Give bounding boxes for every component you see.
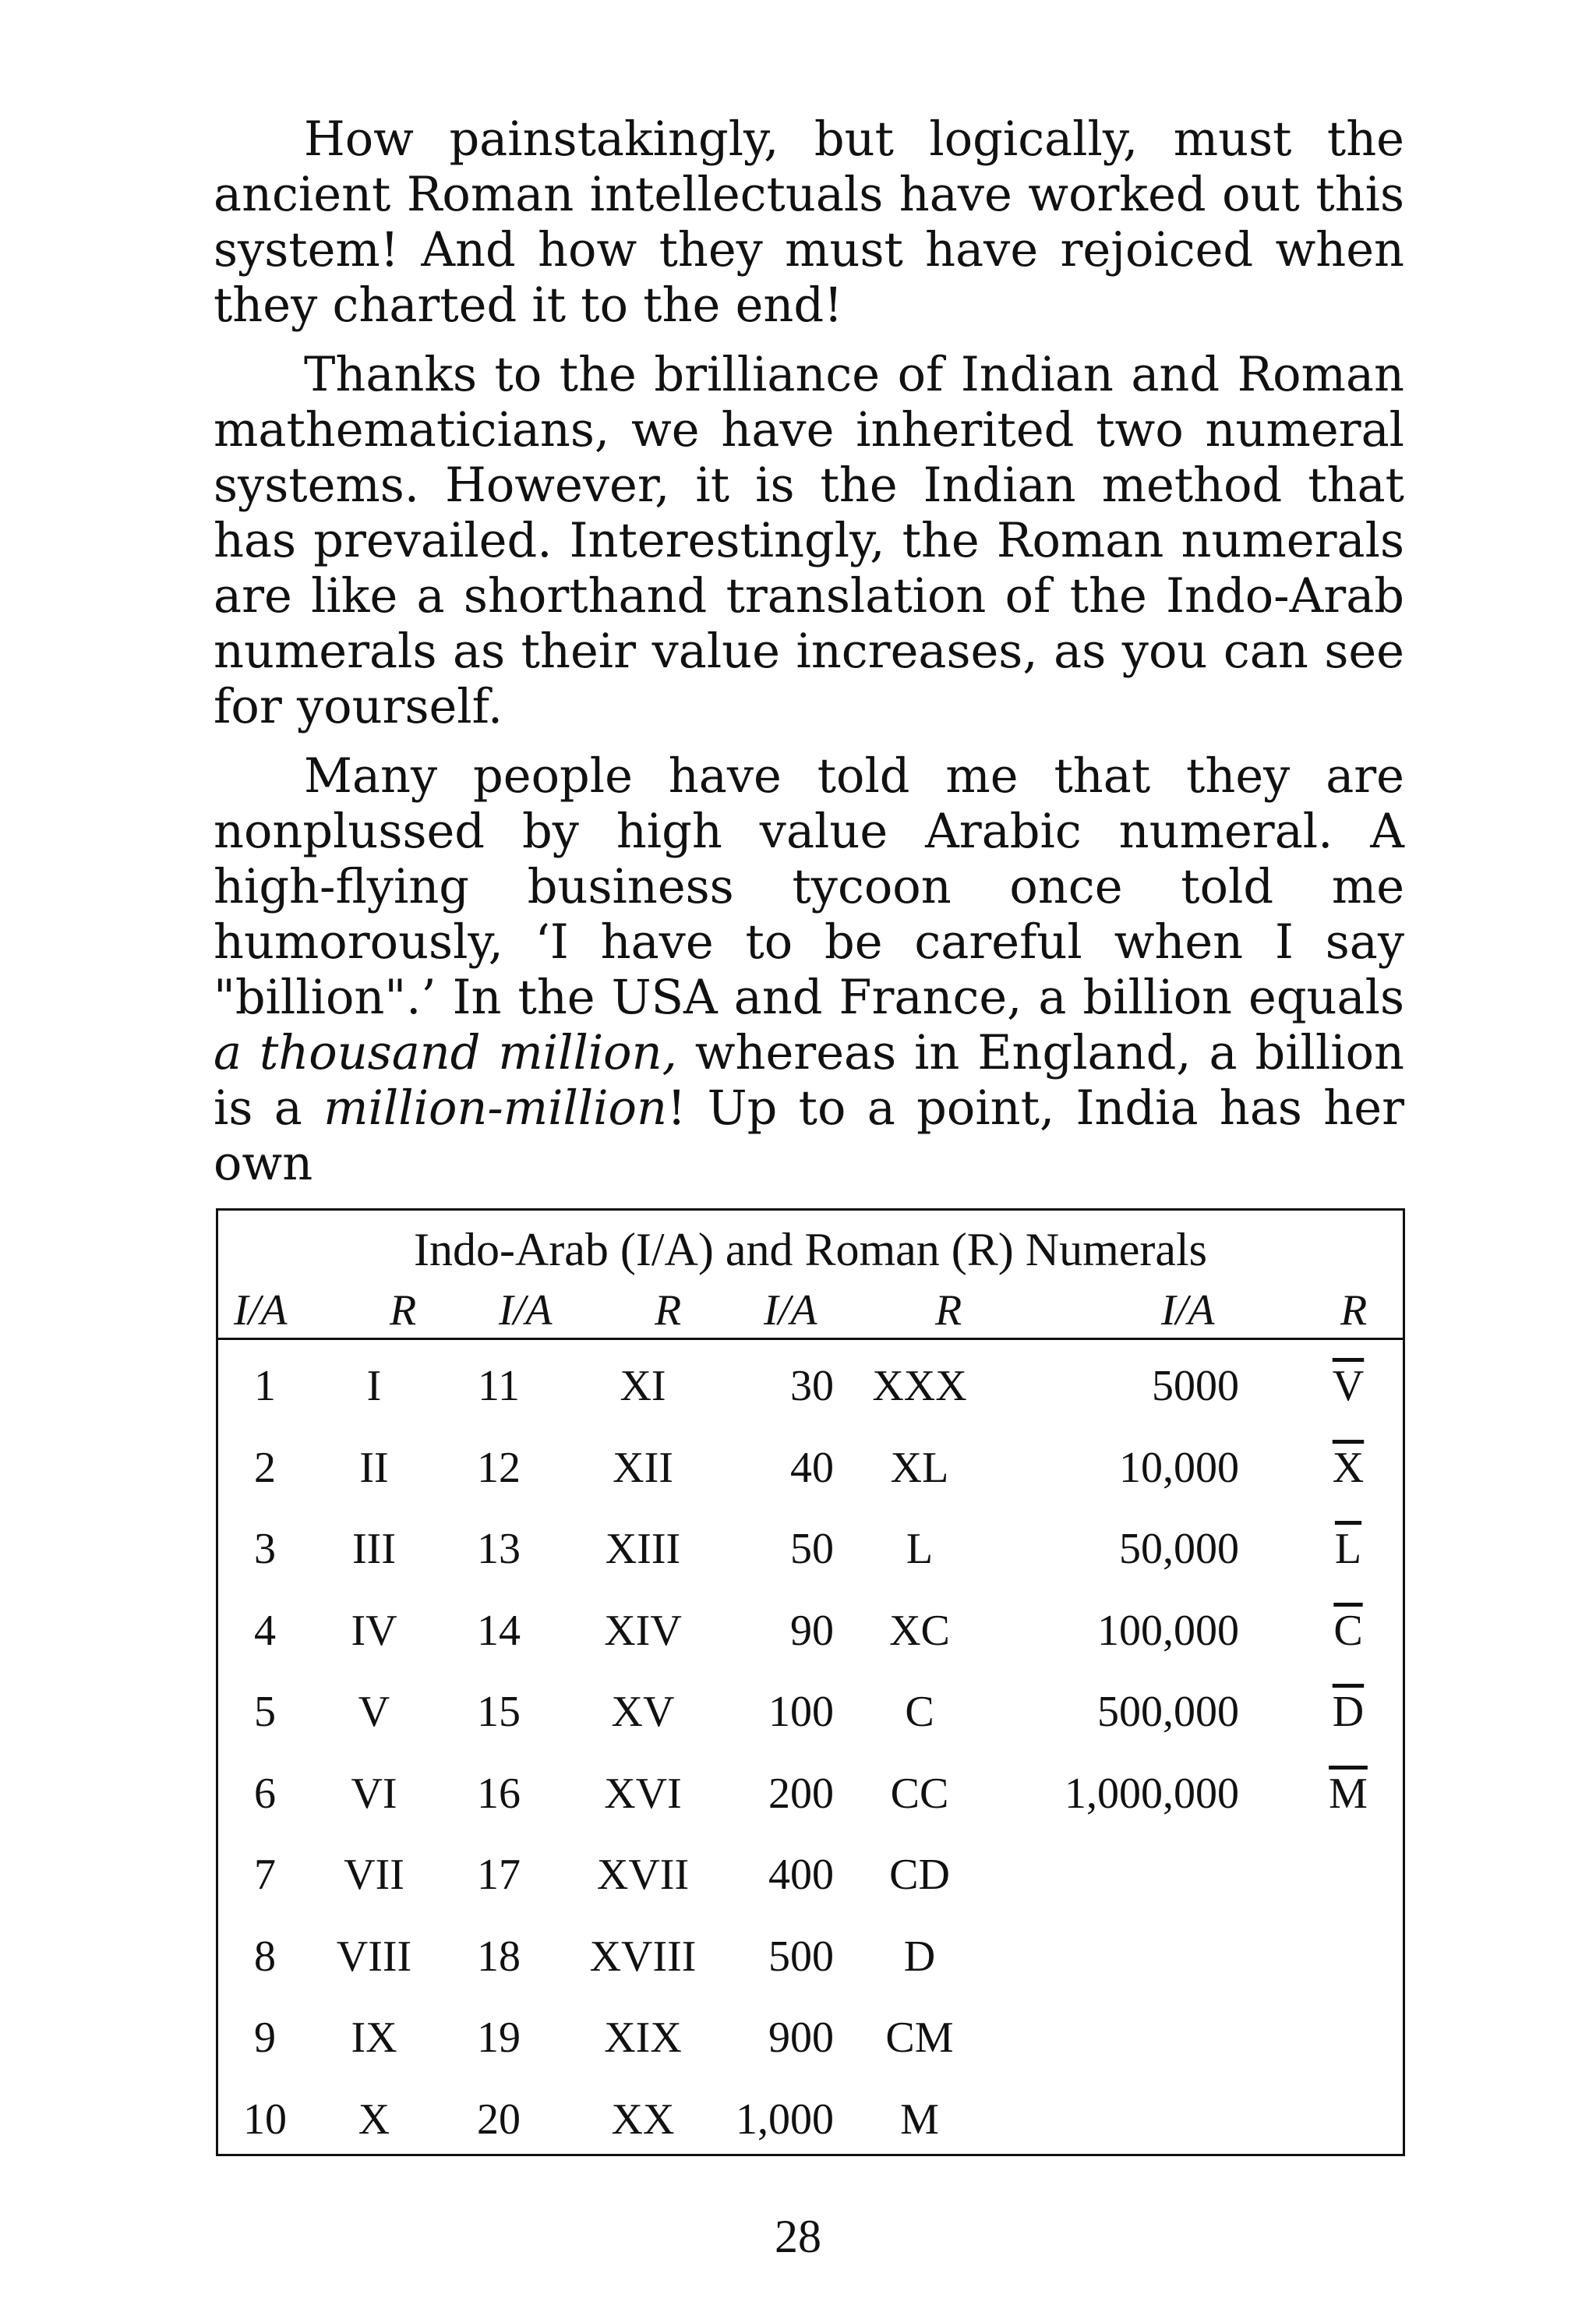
table-cell: XL <box>890 1443 949 1492</box>
table-cell: 11 <box>478 1362 520 1410</box>
table-cell: 100 <box>768 1688 834 1736</box>
paragraph-3-italic-a: a thousand million, <box>214 1026 677 1080</box>
table-cell: XVI <box>604 1769 682 1818</box>
paragraph-3 <box>214 749 1404 1192</box>
table-cell: 400 <box>768 1851 834 1899</box>
table-cell: 7 <box>254 1851 276 1899</box>
table-cell: IX <box>351 2014 397 2062</box>
table-cell: 3 <box>254 1525 276 1573</box>
table-cell: XIX <box>604 2014 682 2062</box>
table-cell: XI <box>620 1362 666 1410</box>
table-cell: XIV <box>604 1606 682 1655</box>
paragraph-1: How painstakingly, but logically, must the ancient Roman intellectuals have worked out this system! And how they must have rejoiced when they charted it to the end! <box>214 112 1404 333</box>
table-cell: XX <box>611 2095 675 2144</box>
table-cell: II <box>359 1443 389 1492</box>
table-cell: XVIII <box>589 1932 697 1981</box>
table-cell: 5000 <box>1152 1362 1239 1410</box>
table-cell: XVII <box>596 1851 690 1899</box>
table-cell: $\overline{M}$ <box>1329 1769 1368 1818</box>
table-cell: III <box>352 1525 396 1573</box>
table-title: Indo-Arab (I/A) and Roman (R) Numerals <box>413 1224 1208 1275</box>
table-cell: 1,000,000 <box>1065 1769 1239 1818</box>
table-cell: 10 <box>243 2095 287 2144</box>
table-cell: 8 <box>254 1932 276 1981</box>
column-header: I/A <box>764 1286 817 1335</box>
table-cell: L <box>906 1525 934 1573</box>
table-cell: M <box>900 2095 939 2144</box>
table-cell: XIII <box>605 1525 681 1573</box>
table-cell: D <box>903 1932 936 1981</box>
body-text <box>214 112 1404 1192</box>
column-header: I/A <box>1161 1286 1215 1335</box>
table-cell: 19 <box>477 2014 521 2062</box>
table-cell: 200 <box>768 1769 834 1818</box>
table-cell: $\overline{X}$ <box>1332 1443 1365 1492</box>
table-cell: VIII <box>336 1932 412 1981</box>
column-header: R <box>655 1286 682 1335</box>
table-cell: 900 <box>768 2014 834 2062</box>
table-cell: XXX <box>872 1362 967 1410</box>
column-header: R <box>935 1286 962 1335</box>
paragraph-3-italic-d: million-million <box>323 1081 667 1136</box>
table-cell: 13 <box>477 1525 521 1573</box>
table-cell: $\overline{L}$ <box>1334 1525 1362 1573</box>
table-cell: XC <box>889 1606 950 1655</box>
table-cell: 10,000 <box>1119 1443 1239 1492</box>
table-cell: $\overline{D}$ <box>1332 1688 1365 1736</box>
paragraph-3-part-a: Many people have told me that they are nonplussed by high value Arabic numeral. A high-flying business tycoon once told me humorously, ‘I have to be careful when I say "billion".’ In the USA and France, a billion equals <box>214 749 1404 1025</box>
table-cell: 20 <box>477 2095 521 2144</box>
table-cell: XII <box>613 1443 673 1492</box>
table-cell: 100,000 <box>1097 1606 1239 1655</box>
table-cell: C <box>905 1688 934 1736</box>
table-cell: CM <box>885 2014 954 2062</box>
table-cell: 5 <box>254 1688 276 1736</box>
table-cell: 9 <box>254 2014 276 2062</box>
table-cell: 90 <box>790 1606 834 1655</box>
table-cell: 500,000 <box>1097 1688 1239 1736</box>
header-divider <box>216 1338 1405 1340</box>
page-number: 28 <box>775 2211 821 2262</box>
table-cell: VI <box>351 1769 397 1818</box>
paragraph-3-part-c: whereas in England, a billion is a <box>214 1026 1404 1136</box>
paragraph-3-part-e: ! Up to a point, India has her own <box>214 1081 1404 1191</box>
table-cell: X <box>358 2095 390 2144</box>
table-cell: V <box>358 1688 390 1736</box>
column-header: I/A <box>234 1286 288 1335</box>
table-cell: CC <box>890 1769 949 1818</box>
table-cell: 1 <box>254 1362 276 1410</box>
table-cell: 2 <box>254 1443 276 1492</box>
table-cell: $\overline{C}$ <box>1333 1606 1363 1655</box>
table-cell: 4 <box>254 1606 276 1655</box>
table-cell: 40 <box>790 1443 834 1492</box>
table-cell: $\overline{V}$ <box>1332 1362 1365 1410</box>
table-cell: 16 <box>477 1769 521 1818</box>
table-cell: 1,000 <box>736 2095 834 2144</box>
table-cell: XV <box>611 1688 675 1736</box>
column-header: I/A <box>499 1286 553 1335</box>
table-cell: 12 <box>477 1443 521 1492</box>
table-cell: 50,000 <box>1119 1525 1239 1573</box>
table-cell: VII <box>344 1851 404 1899</box>
table-cell: 50 <box>790 1525 834 1573</box>
numerals-table <box>216 1208 1405 2156</box>
table-cell: 500 <box>768 1932 834 1981</box>
table-cell: IV <box>351 1606 397 1655</box>
table-cell: 14 <box>477 1606 521 1655</box>
table-cell: 30 <box>790 1362 834 1410</box>
table-cell: 15 <box>477 1688 521 1736</box>
table-cell: I <box>366 1362 382 1410</box>
table-cell: CD <box>889 1851 950 1899</box>
table-cell: 6 <box>254 1769 276 1818</box>
table-cell: 17 <box>477 1851 521 1899</box>
column-header: R <box>1340 1286 1368 1335</box>
column-header: R <box>390 1286 417 1335</box>
paragraph-2: Thanks to the brilliance of Indian and Roman mathematicians, we have inherited two numeral systems. However, it is the Indian method that has prevailed. Interestingly, the Roman numerals are like a shorthand translation of the Indo-Arab numerals as their value increases, as you can see for yourself. <box>214 348 1404 734</box>
table-cell: 18 <box>477 1932 521 1981</box>
